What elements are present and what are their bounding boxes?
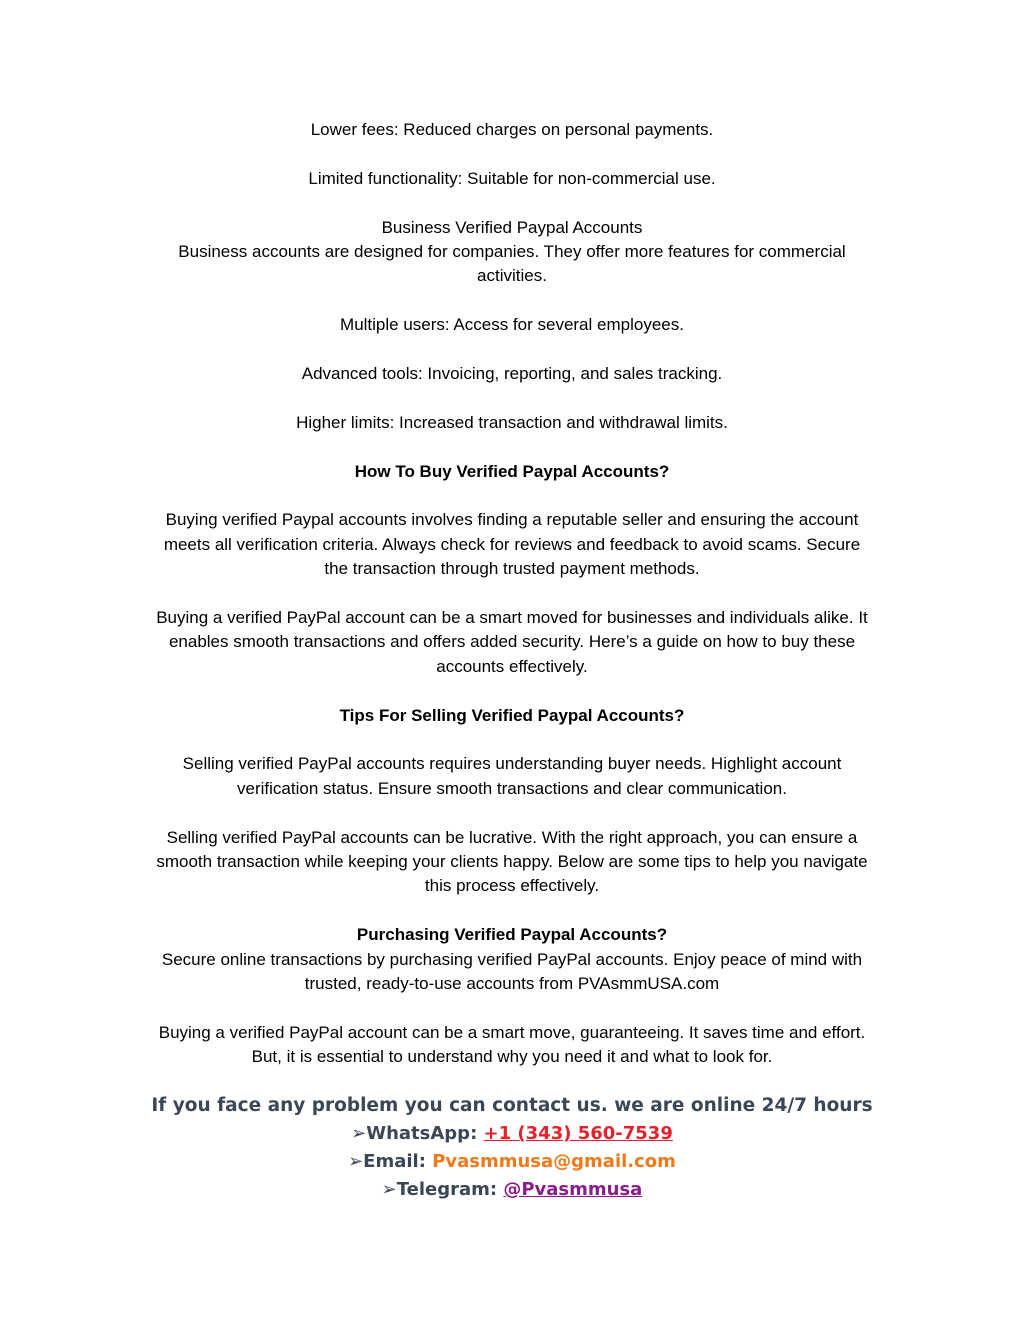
paragraph [112,118,912,142]
text-line: Tips For Selling Verified Paypal Accounts? [339,705,685,725]
paragraph [112,216,912,289]
text-line: Buying a verified PayPal account can be a smart moved for businesses and individuals alike. It [156,608,868,627]
text-line: Limited functionality: Suitable for non-commercial use. [308,168,716,188]
telegram-label: Telegram: [396,1179,504,1200]
paragraph [112,1021,912,1070]
text-line: Buying a verified PayPal account can be a smart move, guaranteeing. It saves time and effort. [158,1022,866,1042]
paragraph [112,752,912,801]
paragraph [112,826,912,899]
paragraph [112,508,912,581]
text-line: this process effectively. [424,876,600,896]
whatsapp-label: WhatsApp: [366,1123,484,1144]
paragraph [112,313,912,337]
text-line: verification status. Ensure smooth transactions and clear communication. [237,778,787,798]
text-line: Selling verified PayPal accounts can be lucrative. With the right approach, you can ensure a [166,827,858,847]
text-line: Secure online transactions by purchasing verified PayPal accounts. Enjoy peace of mind with [161,949,863,969]
telegram-link[interactable]: @Pvasmmusa [503,1179,643,1200]
text-line: But, it is essential to understand why you need it and what to look for. [251,1047,773,1067]
text-line: smooth transaction while keeping your clients happy. Below are some tips to help you navigate [156,852,868,872]
section-heading [112,704,912,728]
contact-telegram-line [112,1176,912,1204]
text-line: Selling verified PayPal accounts requires understanding buyer needs. Highlight account [182,754,842,774]
contact-whatsapp-line [112,1120,912,1148]
text-line: trusted, ready-to-use accounts from PVAsmmUSA.com [304,974,720,994]
paragraph [112,362,912,386]
text-line: activities. [477,266,547,286]
paragraph [112,948,912,997]
contact-email-line [112,1148,912,1176]
text-line: Higher limits: Increased transaction and withdrawal limits. [296,412,728,432]
text-line: Business Verified Paypal Accounts [381,217,643,237]
arrow-icon: ➢ [351,1123,367,1144]
text-line: meets all verification criteria. Always check for reviews and feedback to avoid scams. Secure [163,534,861,554]
section-heading [112,923,912,947]
text-line: Lower fees: Reduced charges on personal payments. [310,120,714,139]
paragraph [112,411,912,435]
text-line: Purchasing Verified Paypal Accounts? [356,925,668,945]
section-heading [112,460,912,484]
text-line: Multiple users: Access for several employees. [340,315,684,335]
document-body [112,118,912,1094]
arrow-icon: ➢ [381,1179,397,1200]
email-label: Email: [363,1151,433,1172]
contact-block [112,1092,912,1204]
text-line: Advanced tools: Invoicing, reporting, and sales tracking. [301,364,723,383]
arrow-icon: ➢ [348,1151,364,1172]
text-line: accounts effectively. [436,656,588,676]
contact-lead: If you face any problem you can contact us. we are online 24/7 hours [151,1095,873,1116]
text-line: Buying verified Paypal accounts involves finding a reputable seller and ensuring the account [165,510,859,530]
paragraph [112,167,912,191]
text-line: Business accounts are designed for companies. They offer more features for commercial [178,242,846,261]
text-line: the transaction through trusted payment methods. [324,559,700,579]
whatsapp-link[interactable]: +1 (343) 560-7539 [483,1123,673,1144]
email-link[interactable]: Pvasmmusa@gmail.com [432,1151,676,1172]
paragraph [112,606,912,679]
text-line: How To Buy Verified Paypal Accounts? [354,461,670,481]
text-line: enables smooth transactions and offers added security. Here’s a guide on how to buy these [168,632,856,652]
